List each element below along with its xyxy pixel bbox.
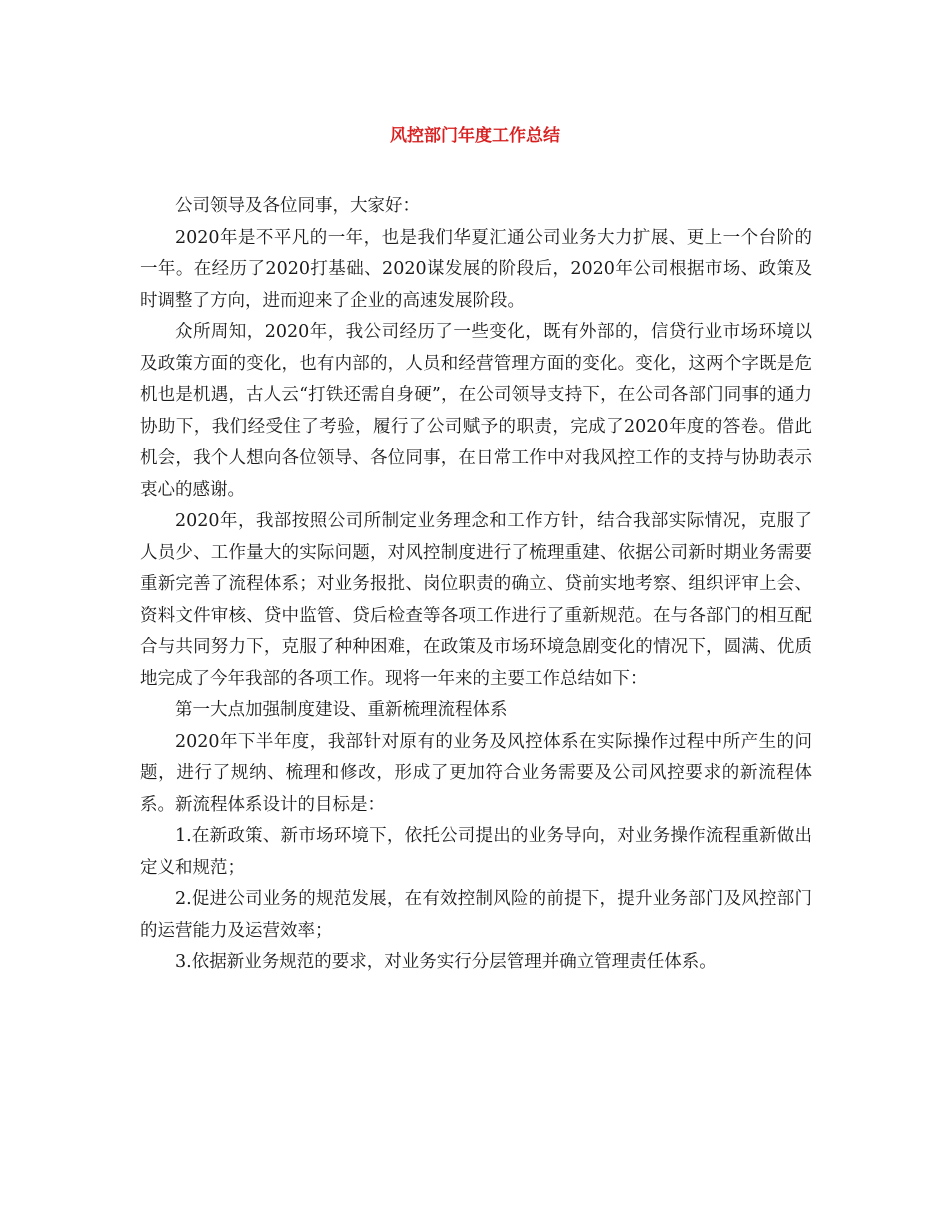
list-item-1: 1.在新政策、新市场环境下，依托公司提出的业务导向，对业务操作流程重新做出定义和规范； — [140, 826, 812, 878]
section-heading-1: 第一大点加强制度建设、重新梳理流程体系 — [175, 700, 508, 720]
paragraph-changes: 众所周知，2020年，我公司经历了一些变化，既有外部的，信贷行业市场环境以及政策方面的变化，也有内部的，人员和经营管理方面的变化。变化，这两个字既是危机也是机遇，古人云“打铁还需自身硬”，在公司领导支持下，在公司各部门同事的通力协助下，我们经受住了考验，履行了公司赋予的职责，完成了2020年度的答卷。借此机会，我个人想向各位领导、各位同事，在日常工作中对我风控工作的支持与协助表示衷心的感谢。 — [140, 322, 812, 500]
paragraph-greeting: 公司领导及各位同事，大家好： — [175, 196, 420, 216]
list-item-2: 2.促进公司业务的规范发展，在有效控制风险的前提下，提升业务部门及风控部门的运营能力及运营效率； — [140, 889, 812, 941]
paragraph-process-system: 2020年下半年度，我部针对原有的业务及风控体系在实际操作过程中所产生的问题，进行了规纳、梳理和修改，形成了更加符合业务需要及公司风控要求的新流程体系。新流程体系设计的目标是： — [140, 731, 812, 815]
document-title: 风控部门年度工作总结 — [390, 126, 560, 146]
paragraph-intro: 2020年是不平凡的一年，也是我们华夏汇通公司业务大力扩展、更上一个台阶的一年。在经历了2020打基础、2020谋发展的阶段后，2020年公司根据市场、政策及时调整了方向，进而迎来了企业的高速发展阶段。 — [140, 227, 812, 311]
list-item-3: 3.依据新业务规范的要求，对业务实行分层管理并确立管理责任体系。 — [175, 952, 717, 972]
document-body — [140, 191, 812, 979]
paragraph-work-summary: 2020年，我部按照公司所制定业务理念和工作方针，结合我部实际情况，克服了人员少、工作量大的实际问题，对风控制度进行了梳理重建、依据公司新时期业务需要重新完善了流程体系；对业务报批、岗位职责的确立、贷前实地考察、组织评审上会、资料文件审核、贷中监管、贷后检查等各项工作进行了重新规范。在与各部门的相互配合与共同努力下，克服了种种困难，在政策及市场环境急剧变化的情况下，圆满、优质地完成了今年我部的各项工作。现将一年来的主要工作总结如下： — [140, 511, 812, 689]
